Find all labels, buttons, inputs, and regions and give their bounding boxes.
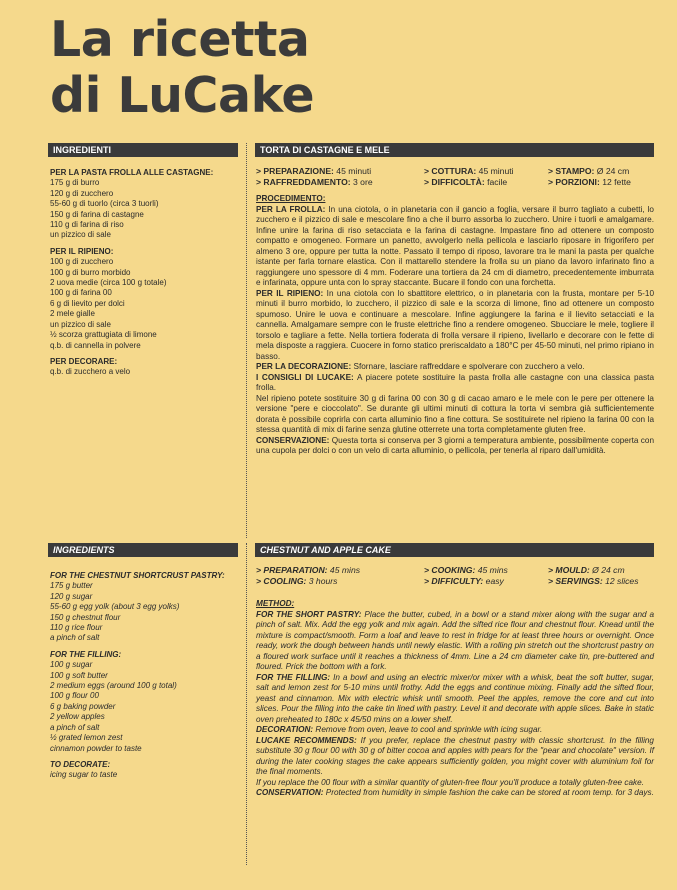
ingredient-item: a pinch of salt — [50, 633, 100, 643]
ingredient-item: q.b. di cannella in polvere — [50, 340, 141, 350]
recipe-info-cell — [424, 576, 548, 587]
title-line-2: di LuCake — [50, 67, 315, 124]
ingredient-item: 55-60 g egg yolk (about 3 egg yolks) — [50, 602, 180, 612]
recipe-info-label: > DIFFICULTY: — [424, 576, 484, 586]
ingredient-item: 2 uova medie (circa 100 g totale) — [50, 278, 167, 288]
method-paragraph — [256, 673, 654, 726]
method-paragraph — [256, 394, 654, 436]
ingredient-item: un pizzico di sale — [50, 319, 111, 329]
ingredient-item: ½ grated lemon zest — [50, 733, 123, 743]
method-heading: PROCEDIMENTO: — [256, 194, 326, 203]
method-step-text: In una ciotola con lo sbattitore elettrico, o in planetaria con la frusta, montare per 5-10 minuti il burro morbido, lo zucchero, il pizzico di sale e la scorza di limone, fino ad ottenere un composto spumoso. Unire le uova e continuare a mescolare. Infine aggiungere la farina e il lievito setacciati e la cannella. Amalgamare sempre con le fruste elettriche fino a rendere omogeneo. Sbucciare le mele, togliere il torsolo e tagliare a fette. Nella tortiera foderata di frolla versare il ripieno, livellarlo e decorare con le fette di mela disposte a raggiera. Cuocere in forno statico preriscaldato a 180°C per 45-50 minuti, nel primo ripiano in basso. — [256, 288, 655, 361]
column-divider-en — [246, 543, 247, 865]
ingredient-item: 110 g di farina di riso — [50, 220, 124, 230]
ingredient-item: ½ scorza grattugiata di limone — [50, 330, 157, 340]
method-paragraph — [256, 610, 654, 673]
recipe-info-value: 12 slices — [602, 576, 639, 586]
method-step-label: PER IL RIPIENO: — [256, 288, 324, 298]
method-step-label: DECORATION: — [256, 725, 314, 734]
recipe-info-value: 45 mins — [327, 565, 361, 575]
method-paragraph — [256, 362, 654, 373]
ingredient-item: 100 g di burro morbido — [50, 267, 131, 277]
recipe-info-value: Ø 24 cm — [594, 166, 630, 176]
method-paragraph — [256, 725, 654, 736]
recipe-info-value: 3 ore — [350, 177, 373, 187]
method-step-text: Nel ripieno potete sostituire 30 g di farina 00 con 30 g di cacao amaro e le mele con le pere per ottenere la versione "pere e cioccolato". Se durante gli ultimi minuti di cottura la torta vi sembra già sufficientemente dorata è possibile coprirla con carta alluminio fino a fine cottura. Se sostituirete nel ripieno la farina 00 con la stessa quantità di mix di farine senza glutine otterrete una torta completamente gluten free. — [256, 393, 654, 434]
method-step-label: FOR THE FILLING: — [256, 672, 331, 682]
recipe-info-label: > PREPARAZIONE: — [256, 166, 334, 176]
ingredient-item: 175 g di burro — [50, 178, 100, 188]
recipe-info-cell — [548, 576, 654, 587]
recipe-info-row — [256, 565, 654, 576]
ingredient-item: 100 g di farina 00 — [50, 288, 112, 298]
ingredient-item: 100 g sugar — [50, 660, 93, 670]
ingredient-item: 2 yellow apples — [50, 712, 105, 722]
recipe-info-en — [256, 565, 654, 587]
recipe-info-value: 12 fette — [599, 177, 631, 187]
recipe-info-it — [256, 166, 654, 188]
ingredient-group-title: FOR THE CHESTNUT SHORTCRUST PASTRY: — [50, 571, 225, 580]
ingredient-item: cinnamon powder to taste — [50, 743, 142, 753]
recipe-info-value: easy — [483, 576, 504, 586]
recipe-info-cell — [424, 565, 548, 576]
ingredient-item: a pinch of salt — [50, 722, 100, 732]
recipe-info-cell — [424, 177, 548, 188]
column-divider-it — [246, 143, 247, 538]
ingredient-item: 120 g di zucchero — [50, 188, 114, 198]
method-step-label: LUCAKE RECOMMENDS: — [256, 735, 357, 745]
ingredient-group-title: FOR THE FILLING: — [50, 649, 122, 659]
ingredient-group-title: TO DECORATE: — [50, 759, 111, 769]
recipe-info-label: > DIFFICOLTÀ: — [424, 177, 485, 187]
method-step-text: In a bowl and using an electric mixer/or mixer with a whisk, beat the soft butter, sugar, salt and lemon zest for 5-10 mins until frothy. Add the eggs and continue mixing. Finally add the sifted flour, yeast and cinnamon. Mix with electric whisk until smooth. Peel the apples, remove the core and cut into slices. Pour the filling into the cake tin lined with pastry. Level it and decorate with apple slices. Bake in static oven preheated to 180c x 45/50 mins on a lower shelf. — [256, 672, 654, 724]
method-step-label: CONSERVAZIONE: — [256, 435, 330, 445]
method-step-text: Questa torta si conserva per 3 giorni a temperatura ambiente, possibilmente coperta con una cupola per dolci o con un velo di carta alluminio, o pellicola, per tenerla al riparo dall'umidità. — [256, 435, 654, 455]
page-title — [50, 12, 314, 124]
method-step-label: FOR THE SHORT PASTRY: — [256, 609, 362, 619]
recipe-info-cell — [548, 177, 654, 188]
ingredient-item: 100 g soft butter — [50, 670, 108, 680]
recipe-header-it: TORTA DI CASTAGNE E MELE — [255, 143, 654, 157]
method-step-text: If you prefer, replace the chestnut pastry with classic shortcrust. In the filling substitute 30 g flour 00 with 30 g of bitter cocoa and apples with pears for the "pear and chocolate" version. If during the later cooking stages the cake appears sufficiently golden, you might cover with aluminium foil for the final moments. — [256, 735, 654, 776]
method-paragraph — [256, 736, 654, 778]
ingredient-item: 110 g rice flour — [50, 623, 103, 633]
recipe-info-label: > COOKING: — [424, 565, 476, 575]
method-paragraph — [256, 788, 654, 799]
method-en — [256, 599, 654, 799]
method-step-label: PER LA DECORAZIONE: — [256, 362, 352, 371]
recipe-info-label: > STAMPO: — [548, 166, 595, 176]
method-paragraph — [256, 373, 654, 394]
method-step-label: CONSERVATION: — [256, 788, 324, 797]
ingredient-item: 100 g flour 00 — [50, 691, 99, 701]
method-step-label: PER LA FROLLA: — [256, 204, 326, 214]
ingredient-item: 2 medium eggs (around 100 g total) — [50, 681, 177, 691]
ingredient-item: 6 g di lievito per dolci — [50, 298, 125, 308]
recipe-info-value: facile — [484, 177, 508, 187]
method-step-text: If you replace the 00 flour with a similar quantity of gluten-free flour you'll produce a totally gluten-free cake. — [256, 777, 644, 787]
method-step-text: A piacere potete sostituire la pasta frolla alle castagne con una classica pasta frolla. — [256, 372, 655, 392]
recipe-info-cell — [548, 166, 654, 177]
recipe-info-label: > MOULD: — [548, 565, 590, 575]
method-paragraph — [256, 778, 654, 789]
ingredient-group-title: PER LA PASTA FROLLA ALLE CASTAGNE: — [50, 168, 214, 177]
method-paragraph — [256, 289, 654, 363]
recipe-info-cell — [256, 565, 424, 576]
ingredient-item: 150 g di farina di castagne — [50, 209, 144, 219]
ingredient-item: q.b. di zucchero a velo — [50, 367, 131, 377]
ingredient-item: 100 g di zucchero — [50, 257, 114, 267]
ingredient-item: 150 g chestnut flour — [50, 612, 121, 622]
recipe-info-cell — [424, 166, 548, 177]
recipe-info-label: > RAFFREDDAMENTO: — [256, 177, 351, 187]
recipe-info-value: 45 mins — [475, 565, 508, 575]
method-step-text: Sfornare, lasciare raffreddare e spolverare con zucchero a velo. — [351, 362, 585, 371]
ingredients-header-it: INGREDIENTI — [48, 143, 238, 157]
ingredient-item: 120 g sugar — [50, 591, 93, 601]
ingredient-group-title: PER IL RIPIENO: — [50, 246, 114, 256]
recipe-info-label: > COOLING: — [256, 576, 307, 586]
recipe-info-row — [256, 166, 654, 177]
method-it — [256, 194, 654, 457]
method-paragraph — [256, 436, 654, 457]
method-heading: METHOD: — [256, 599, 295, 608]
recipe-header-en: CHESTNUT AND APPLE CAKE — [255, 543, 654, 557]
ingredients-list-en — [50, 571, 235, 781]
recipe-info-value: 3 hours — [306, 576, 338, 586]
method-step-text: Remove from oven, leave to cool and sprinkle with icing sugar. — [313, 725, 543, 734]
recipe-info-row — [256, 177, 654, 188]
ingredient-item: icing sugar to taste — [50, 770, 118, 780]
method-step-label: I CONSIGLI DI LUCAKE: — [256, 372, 354, 382]
ingredients-list-it — [50, 168, 235, 378]
ingredient-item: 175 g butter — [50, 581, 93, 591]
ingredient-item: 2 mele gialle — [50, 309, 95, 319]
ingredient-group-title: PER DECORARE: — [50, 356, 118, 366]
method-paragraph — [256, 205, 654, 289]
method-step-text: Place the butter, cubed, in a bowl or a stand mixer along with the sugar and a pinch of salt. Mix. Add the egg yolk and mix again. Add the sifted rice flour and chestnut flour. Knead until the mixture is compact/smooth. Form a loaf and leave to rest in fridge for at least three hours or overnight. Once ready, work the dough between hands until newly elastic. With a rolling pin stretch out the shortcrust pastry on a floured work surface until it reaches a thickness of 4mm. Line a 24 cm diameter cake tin, pre-buttered and floured. Prick the bottom with a fork. — [256, 609, 654, 671]
recipe-info-cell — [256, 177, 424, 188]
recipe-info-cell — [256, 576, 424, 587]
recipe-info-label: > PORZIONI: — [548, 177, 600, 187]
recipe-info-row — [256, 576, 654, 587]
recipe-info-label: > COTTURA: — [424, 166, 477, 176]
recipe-info-label: > SERVINGS: — [548, 576, 603, 586]
recipe-info-value: 45 minuti — [476, 166, 514, 176]
ingredients-header-en: INGREDIENTS — [48, 543, 238, 557]
method-step-text: In una ciotola, o in planetaria con il gancio a foglia, versare il burro tagliato a cubetti, lo zucchero e il pizzico di sale e mescolare fino a che il burro assorba lo zucchero. Unire i tuorli e amalgamare. Infine unire la farina di riso setacciata e la farina di castagne. Impastare fino ad ottenere un composto compatto e omogeneo. Formare un panetto, avvolgerlo nella pellicola e lasciarlo riposare in frigorifero per almeno 3 ore, oppure per tutta la notte. Passato il tempo di riposo, lavorare tra le mani la pasta per qualche istante per farla tornare elastica. Con il mattarello stendere la frolla su un piano da lavoro infarinato fino a raggiungere uno spessore di 4 mm. Foderare una tortiera da 24 cm di diametro, precedentemente imburrata e infarinata, oppure unta con lo spray staccante. Bucare il fondo con una forchetta. — [256, 204, 654, 287]
recipe-info-value: 45 minuti — [333, 166, 372, 176]
ingredient-item: 55-60 g di tuorlo (circa 3 tuorli) — [50, 199, 159, 209]
title-line-1: La ricetta — [50, 11, 310, 68]
method-step-text: Protected from humidity in simple fashion the cake can be stored at room temp. for 3 days. — [323, 788, 654, 797]
recipe-info-cell — [256, 166, 424, 177]
recipe-info-value: Ø 24 cm — [589, 565, 625, 575]
ingredient-item: 6 g baking powder — [50, 701, 116, 711]
recipe-info-label: > PREPARATION: — [256, 565, 328, 575]
ingredient-item: un pizzico di sale — [50, 230, 111, 240]
recipe-info-cell — [548, 565, 654, 576]
